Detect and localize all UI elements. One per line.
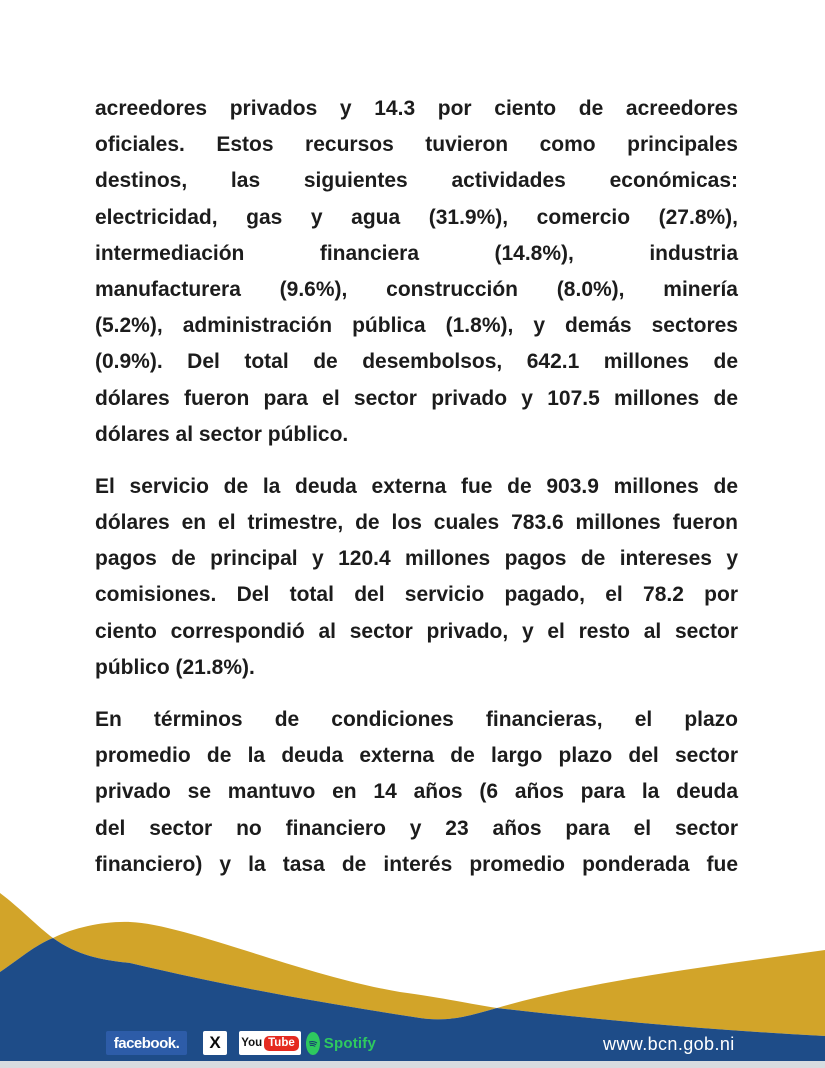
x-logo-text: X [209, 1033, 221, 1052]
text-line: financiero) y la tasa de interés promedio ponderada fue [95, 852, 738, 876]
text-line: El servicio de la deuda externa fue de 903.9 millones de [95, 474, 738, 498]
text-line: promedio de la deuda externa de largo plazo del sector [95, 744, 738, 768]
text-line: En términos de condiciones financieras, el plazo [95, 708, 738, 731]
spotify-button[interactable] [306, 1031, 376, 1055]
paragraph-3 [95, 702, 738, 883]
text-line: dólares al sector público. [95, 422, 349, 446]
youtube-tube-badge: Tube [264, 1036, 299, 1051]
text-line: destinos, las siguientes actividades económicas: [95, 169, 738, 193]
text-line: electricidad, gas y agua (31.9%), comercio (27.8%), [95, 205, 738, 229]
text-line: del sector no financiero y 23 años para el sector [95, 816, 738, 840]
youtube-button[interactable] [239, 1031, 301, 1055]
website-url[interactable]: www.bcn.gob.ni [603, 1034, 735, 1054]
text-line: ciento correspondió al sector privado, y el resto al sector [95, 619, 738, 643]
x-twitter-icon[interactable] [203, 1031, 227, 1055]
text-line: dólares fueron para el sector privado y 107.5 millones de [95, 386, 738, 410]
text-line: (5.2%), administración pública (1.8%), y demás sectores [95, 314, 738, 338]
text-line: comisiones. Del total del servicio pagado, el 78.2 por [95, 583, 738, 607]
body-text [95, 91, 738, 899]
facebook-logo-text: facebook. [113, 1034, 180, 1052]
text-line: pagos de principal y 120.4 millones pagos de intereses y [95, 547, 738, 571]
spotify-icon [306, 1032, 320, 1055]
text-line: dólares en el trimestre, de los cuales 783.6 millones fueron [95, 511, 738, 535]
text-line: (0.9%). Del total de desembolsos, 642.1 millones de [95, 350, 738, 374]
text-line: oficiales. Estos recursos tuvieron como principales [95, 133, 738, 157]
bottom-strip [0, 1061, 825, 1068]
text-line: intermediación financiera (14.8%), industria [95, 241, 738, 265]
paragraph-1 [95, 91, 738, 453]
text-line: público (21.8%). [95, 655, 255, 679]
text-line: acreedores privados y 14.3 por ciento de acreedores [95, 97, 738, 120]
text-line: privado se mantuvo en 14 años (6 años para la deuda [95, 780, 738, 804]
youtube-logo-text: You [241, 1037, 263, 1049]
facebook-button[interactable] [106, 1031, 187, 1055]
spotify-logo-text: Spotify [323, 1034, 376, 1052]
paragraph-2 [95, 469, 738, 686]
text-line: manufacturera (9.6%), construcción (8.0%), minería [95, 277, 738, 301]
